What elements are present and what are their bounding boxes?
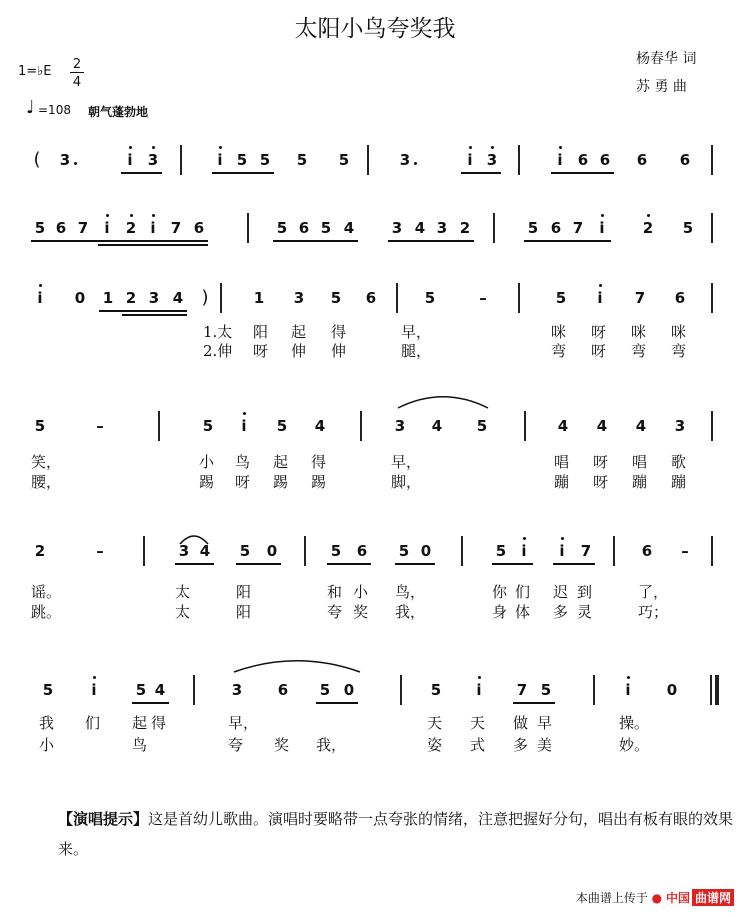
beam-line	[175, 563, 214, 565]
lyric: 跳。	[31, 603, 62, 621]
note: 4	[314, 417, 326, 435]
octave-dot	[523, 537, 526, 540]
octave-dot	[559, 146, 562, 149]
lyric: 踢	[311, 473, 327, 491]
note: 5	[527, 219, 539, 237]
lyric: 踢	[273, 473, 289, 491]
lyric: 阳	[253, 323, 269, 341]
note: 6	[277, 681, 289, 699]
note: 5	[555, 289, 567, 307]
beam-line	[388, 240, 474, 242]
note: 3	[293, 289, 305, 307]
beam-line	[122, 314, 187, 316]
lyric: 们	[515, 583, 531, 601]
lyric: 起	[132, 714, 148, 732]
performance-tip	[58, 804, 734, 864]
note: 3	[399, 151, 411, 169]
lyric: 1.太	[203, 323, 233, 341]
lyric: 你	[492, 583, 508, 601]
tip-label: 【演唱提示】	[58, 810, 149, 828]
barline	[493, 213, 495, 243]
octave-dot	[106, 214, 109, 217]
footer-prefix: 本曲谱上传于	[575, 891, 648, 905]
note: 4	[635, 417, 647, 435]
lyric: 蹦	[671, 473, 687, 491]
lyric: 咪	[671, 323, 687, 341]
lyric: 得	[151, 714, 167, 732]
lyric: 式	[470, 736, 486, 754]
lyric: 伸	[291, 342, 307, 360]
lyric: 谣。	[31, 583, 62, 601]
note: 0	[666, 681, 678, 699]
octave-dot	[152, 214, 155, 217]
note: i	[467, 151, 473, 169]
note: 4	[414, 219, 426, 237]
note: i	[559, 542, 565, 560]
barline	[180, 145, 182, 175]
lyric: 蹦	[632, 473, 648, 491]
note: 5	[42, 681, 54, 699]
octave-dot	[219, 146, 222, 149]
note: 5	[682, 219, 694, 237]
close-paren: )	[201, 287, 209, 308]
lyric: 呀	[253, 342, 269, 360]
note: 5	[319, 681, 331, 699]
lyric: 们	[85, 714, 101, 732]
lyric: 得	[311, 453, 327, 471]
lyric: 呀	[593, 453, 609, 471]
lyric: 歌	[671, 453, 687, 471]
lyric: 操。	[619, 714, 650, 732]
note: 5	[239, 542, 251, 560]
note: 6	[356, 542, 368, 560]
note: –	[681, 542, 689, 560]
lyric: 弯	[671, 342, 687, 360]
lyric: 夸	[327, 603, 343, 621]
beam-line	[273, 240, 358, 242]
octave-dot	[599, 284, 602, 287]
lyricist-credit: 杨春华 词	[636, 51, 697, 67]
lyric: 天	[427, 714, 443, 732]
note: 6	[641, 542, 653, 560]
barline	[613, 536, 615, 566]
note: 5	[259, 151, 271, 169]
beam-line	[99, 310, 187, 312]
lyric: 脚，	[391, 473, 422, 491]
barline	[711, 145, 713, 175]
lyric: 伸	[331, 342, 347, 360]
note: i	[104, 219, 110, 237]
note: 5	[540, 681, 552, 699]
barline	[710, 675, 712, 705]
quarter-note-icon: ♩	[26, 97, 35, 118]
note: 7	[580, 542, 592, 560]
beam-line	[524, 240, 611, 242]
lyric: 早	[537, 714, 553, 732]
octave-dot	[478, 676, 481, 679]
lyric: 灵	[577, 603, 593, 621]
lyric: 早，	[228, 714, 259, 732]
note: 5	[202, 417, 214, 435]
lyric: 妙。	[619, 736, 650, 754]
barline	[304, 536, 306, 566]
note: 6	[577, 151, 589, 169]
note: 5	[320, 219, 332, 237]
note: 6	[550, 219, 562, 237]
note: 3	[147, 151, 159, 169]
note: 7	[634, 289, 646, 307]
note: i	[597, 289, 603, 307]
lyric: 呀	[593, 473, 609, 491]
barline	[711, 213, 713, 243]
lyric: 我	[39, 714, 55, 732]
note: 1	[102, 289, 114, 307]
note: 3	[394, 417, 406, 435]
note: 5	[430, 681, 442, 699]
octave-dot	[561, 537, 564, 540]
note: 5	[476, 417, 488, 435]
lyric: 弯	[551, 342, 567, 360]
octave-dot	[647, 214, 650, 217]
barline	[143, 536, 145, 566]
time-signature-top: 2	[72, 57, 82, 72]
lyric: 夸	[228, 736, 244, 754]
note: 0	[74, 289, 86, 307]
tempo-value: =108	[38, 103, 71, 117]
augmentation-dot	[414, 162, 417, 165]
slur	[398, 394, 488, 410]
beam-line	[236, 563, 281, 565]
note: i	[557, 151, 563, 169]
note: 6	[679, 151, 691, 169]
note: i	[37, 289, 43, 307]
lyric: 奖	[274, 736, 290, 754]
beam-line	[395, 563, 435, 565]
lyric: 唱	[554, 453, 570, 471]
barline	[711, 411, 713, 441]
note: 3	[59, 151, 71, 169]
note: 4	[431, 417, 443, 435]
note: 6	[365, 289, 377, 307]
note: 4	[154, 681, 166, 699]
lyric: 早，	[401, 323, 432, 341]
note: 5	[276, 219, 288, 237]
beam-line	[553, 563, 595, 565]
note: 2	[459, 219, 471, 237]
note: 5	[424, 289, 436, 307]
note: 5	[338, 151, 350, 169]
lyric: 腰，	[31, 473, 62, 491]
beam-line	[31, 240, 208, 242]
note: 5	[330, 542, 342, 560]
note: 5	[34, 219, 46, 237]
tip-text: 这是首幼儿歌曲。演唱时要略带一点夸张的情绪，注意把握好分句，唱出有板有眼的效果来。	[58, 810, 734, 858]
note: i	[91, 681, 97, 699]
note: 7	[77, 219, 89, 237]
barline	[524, 411, 526, 441]
footer-brand: 中国	[665, 891, 690, 905]
note: 4	[596, 417, 608, 435]
note: i	[241, 417, 247, 435]
note: 3	[486, 151, 498, 169]
lyric: 到	[577, 583, 593, 601]
lyric: 太	[175, 583, 191, 601]
lyric: 多	[553, 603, 569, 621]
note: 2	[642, 219, 654, 237]
octave-dot	[627, 676, 630, 679]
lyric: 唱	[632, 453, 648, 471]
octave-dot	[39, 284, 42, 287]
lyric: 早，	[391, 453, 422, 471]
barline	[461, 536, 463, 566]
lyric: 2.伸	[203, 342, 233, 360]
note: 5	[330, 289, 342, 307]
note: 4	[199, 542, 211, 560]
note: 3	[178, 542, 190, 560]
note: 7	[516, 681, 528, 699]
note: 4	[172, 289, 184, 307]
barline	[711, 536, 713, 566]
barline	[518, 283, 520, 313]
note: 2	[125, 219, 137, 237]
octave-dot	[243, 412, 246, 415]
note: 6	[298, 219, 310, 237]
barline	[400, 675, 402, 705]
lyric: 鸟	[235, 453, 251, 471]
lyric: 阳	[236, 583, 252, 601]
note: 5	[135, 681, 147, 699]
note: 5	[296, 151, 308, 169]
beam-line	[132, 702, 169, 704]
note: 6	[636, 151, 648, 169]
beam-line	[513, 702, 555, 704]
augmentation-dot	[74, 162, 77, 165]
note: 6	[599, 151, 611, 169]
barline	[711, 283, 713, 313]
footer-credit	[576, 889, 734, 906]
lyric: 呀	[591, 323, 607, 341]
footer-brand-box: 曲谱网	[692, 889, 734, 906]
note: –	[96, 417, 104, 435]
note: 0	[343, 681, 355, 699]
note: i	[476, 681, 482, 699]
note: 3	[148, 289, 160, 307]
note: –	[479, 289, 487, 307]
octave-dot	[129, 146, 132, 149]
lyric: 蹦	[554, 473, 570, 491]
beam-line	[98, 244, 208, 246]
lyric: 笑，	[31, 453, 62, 471]
lyric: 阳	[236, 603, 252, 621]
beam-line	[551, 172, 614, 174]
beam-line	[121, 172, 162, 174]
note: i	[150, 219, 156, 237]
time-signature-bottom: 4	[72, 75, 82, 90]
song-title: 太阳小鸟夸奖我	[294, 16, 456, 42]
beam-line	[492, 563, 533, 565]
barline	[220, 283, 222, 313]
octave-dot	[152, 146, 155, 149]
lyric: 腿，	[401, 342, 432, 360]
note: 4	[557, 417, 569, 435]
lyric: 鸟	[132, 736, 148, 754]
lyric: 咪	[631, 323, 647, 341]
lyric: 小	[353, 583, 369, 601]
barline	[367, 145, 369, 175]
note: 1	[253, 289, 265, 307]
logo-icon: ●	[651, 891, 663, 905]
tempo-marking: 朝气蓬勃地	[88, 105, 149, 119]
barline	[158, 411, 160, 441]
note: 6	[674, 289, 686, 307]
note: 5	[34, 417, 46, 435]
note: 7	[572, 219, 584, 237]
octave-dot	[601, 214, 604, 217]
barline	[360, 411, 362, 441]
lyric: 奖	[353, 603, 369, 621]
lyric: 了，	[638, 583, 669, 601]
note: 7	[170, 219, 182, 237]
lyric: 身	[492, 603, 508, 621]
lyric: 小	[199, 453, 215, 471]
octave-dot	[469, 146, 472, 149]
note: 5	[236, 151, 248, 169]
lyric: 鸟，	[395, 583, 426, 601]
open-paren: (	[33, 149, 41, 170]
lyric: 踢	[199, 473, 215, 491]
barline	[593, 675, 595, 705]
lyric: 迟	[553, 583, 569, 601]
note: 4	[343, 219, 355, 237]
lyric: 天	[470, 714, 486, 732]
lyric: 起	[273, 453, 289, 471]
lyric: 呀	[235, 473, 251, 491]
lyric: 我，	[316, 736, 347, 754]
note: 3	[436, 219, 448, 237]
barline	[247, 213, 249, 243]
lyric: 巧；	[638, 603, 669, 621]
barline	[193, 675, 195, 705]
lyric: 咪	[551, 323, 567, 341]
note: 0	[420, 542, 432, 560]
lyric: 小	[39, 736, 55, 754]
slur	[234, 658, 360, 674]
lyric: 做	[513, 714, 529, 732]
lyric: 呀	[591, 342, 607, 360]
time-signature-line	[70, 72, 84, 73]
lyric: 美	[537, 736, 553, 754]
note: 3	[391, 219, 403, 237]
lyric: 弯	[631, 342, 647, 360]
lyric: 多	[513, 736, 529, 754]
note: i	[217, 151, 223, 169]
lyric: 起	[291, 323, 307, 341]
beam-line	[316, 702, 358, 704]
note: 3	[231, 681, 243, 699]
note: i	[599, 219, 605, 237]
key-signature: 1=♭E	[18, 64, 52, 79]
beam-line	[212, 172, 274, 174]
barline	[518, 145, 520, 175]
note: 5	[398, 542, 410, 560]
octave-dot	[491, 146, 494, 149]
note: 5	[276, 417, 288, 435]
lyric: 姿	[427, 736, 443, 754]
note: i	[521, 542, 527, 560]
octave-dot	[130, 214, 133, 217]
lyric: 太	[175, 603, 191, 621]
note: i	[625, 681, 631, 699]
lyric: 体	[515, 603, 531, 621]
lyric: 我，	[395, 603, 426, 621]
octave-dot	[93, 676, 96, 679]
note: 0	[266, 542, 278, 560]
barline	[715, 675, 719, 705]
note: 6	[193, 219, 205, 237]
barline	[396, 283, 398, 313]
note: i	[127, 151, 133, 169]
note: 2	[125, 289, 137, 307]
lyric: 得	[331, 323, 347, 341]
lyric: 和	[327, 583, 343, 601]
beam-line	[461, 172, 501, 174]
note: 3	[674, 417, 686, 435]
beam-line	[327, 563, 371, 565]
composer-credit: 苏 勇 曲	[636, 79, 687, 95]
note: 2	[34, 542, 46, 560]
note: 5	[495, 542, 507, 560]
note: –	[96, 542, 104, 560]
note: 6	[55, 219, 67, 237]
